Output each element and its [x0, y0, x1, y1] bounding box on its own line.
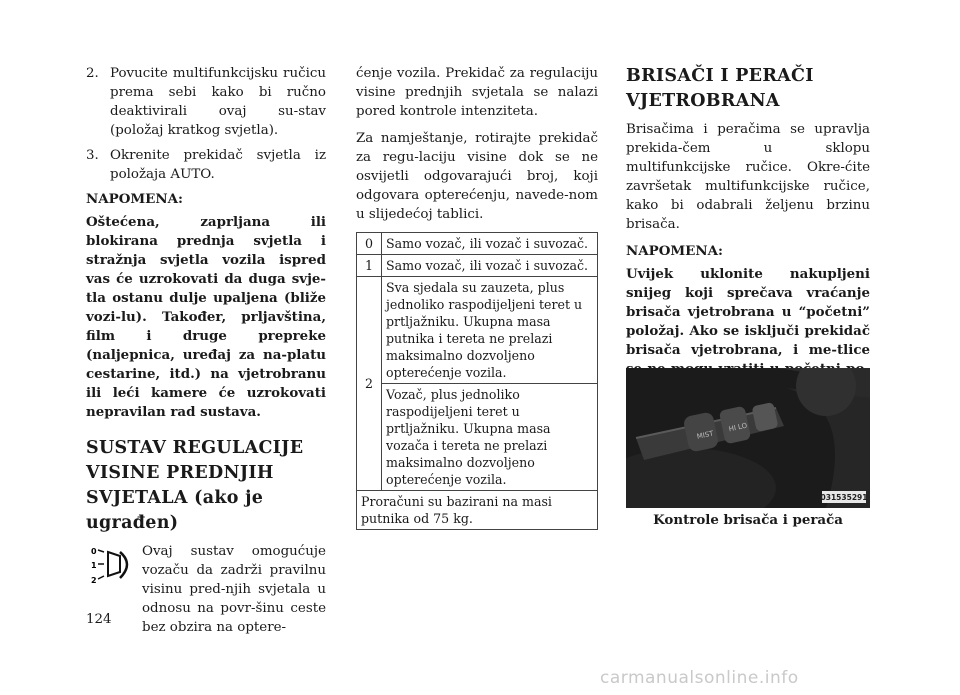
- list-number: 3.: [86, 148, 99, 163]
- svg-text:MIST: MIST: [696, 429, 715, 441]
- wiper-controls-photo: [626, 368, 870, 508]
- table-row: [357, 255, 598, 277]
- note-heading: NAPOMENA:: [626, 243, 723, 259]
- section-title: SUSTAV REGULACIJE VISINE PREDNJIH SVJETALA (ako je ugrađen): [86, 438, 304, 533]
- icon-label-2: 2: [91, 576, 97, 585]
- list-number: 2.: [86, 66, 99, 81]
- photo-caption: Kontrole brisača i perača: [653, 512, 843, 528]
- list-item: [86, 146, 326, 184]
- paragraph: Za namještanje, rotirajte prekidač za regu-laciju visine dok se ne osvijetli odgovarajući broj, koji odgovara opterećenju, navede-nom u slijedećoj tablici.: [356, 131, 598, 222]
- table-cell-number: 1: [357, 255, 382, 277]
- list-text: Povucite multifunkcijsku ručicu prema sebi kako bi ručno deaktivirali ovaj su-stav (položaj kratkog svjetla).: [110, 66, 326, 138]
- note-heading: NAPOMENA:: [86, 191, 183, 207]
- table-cell-text: Sva sjedala su zauzeta, plus jednoliko raspodijeljeni teret u prtljažniku. Ukupna masa putnika i tereta ne prelazi maksimalno dozvoljeno opterećenje vozila.: [382, 277, 598, 384]
- photo-code: 031535291: [820, 493, 868, 502]
- table-row: [357, 277, 598, 384]
- table-cell-number: 0: [357, 233, 382, 255]
- icon-label-1: 1: [91, 561, 97, 570]
- paragraph: ćenje vozila. Prekidač za regulaciju visine prednjih svjetala se nalazi pored kontrole intenziteta.: [356, 66, 598, 119]
- icon-paragraph-text: Ovaj sustav omogućuje vozaču da zadrži pravilnu visinu pred-njih svjetala u odnosu na povr-šinu ceste bez obzira na optere-: [142, 544, 326, 635]
- middle-column: [356, 64, 598, 530]
- table-cell-number: 2: [357, 277, 382, 491]
- table-cell-text: Vozač, plus jednoliko raspodijeljeni teret u prtljažniku. Ukupna masa vozača i tereta ne prelazi maksimalno dozvoljeno opterećenje vozila.: [382, 384, 598, 491]
- paragraph: Brisačima i peračima se upravlja prekida-čem u sklopu multifunkcijske ručice. Okre-ćite završetak multifunkcijske ručice, kako bi odabrali željenu brzinu brisača.: [626, 122, 870, 232]
- load-table: [356, 232, 598, 530]
- table-cell-text: Samo vozač, ili vozač i suvozač.: [382, 233, 598, 255]
- icon-label-0: 0: [91, 547, 97, 556]
- section-title: BRISAČI I PERAČI VJETROBRANA: [626, 66, 814, 111]
- svg-text:HI LO: HI LO: [727, 421, 748, 434]
- table-footer: Proračuni su bazirani na masi putnika od 75 kg.: [357, 491, 598, 530]
- note-text: Oštećena, zaprljana ili blokirana prednja svjetla i stražnja svjetla vozila ispred vas će uzrokovati da duga svje-tla ostanu dulje upaljena (bliže vozi-lu). Također, prljavština, film i druge prepreke (naljepnica, uređaj za na-platu cestarine, itd.) na vjetrobranu ili leći kamere će uzrokovati nepravilan rad sustava.: [86, 214, 326, 420]
- list-item: [86, 64, 326, 140]
- table-cell-text: Samo vozač, ili vozač i suvozač.: [382, 255, 598, 277]
- left-column: [86, 64, 326, 637]
- table-row: [357, 233, 598, 255]
- headlight-leveling-icon: [86, 542, 142, 612]
- watermark: carmanualsonline.info: [600, 668, 799, 688]
- note-text: Uvijek uklonite nakupljeni snijeg koji sprečava vraćanje brisača vjetrobrana u “početni” položaj. Ako se isključi prekidač brisača vjetrobrana, i me-tlice: [626, 266, 870, 358]
- table-row: [357, 384, 598, 491]
- table-row: [357, 491, 598, 530]
- icon-paragraph: [86, 542, 326, 637]
- list-text: Okrenite prekidač svjetla iz položaja AUTO.: [110, 148, 326, 182]
- page-number: 124: [86, 612, 112, 627]
